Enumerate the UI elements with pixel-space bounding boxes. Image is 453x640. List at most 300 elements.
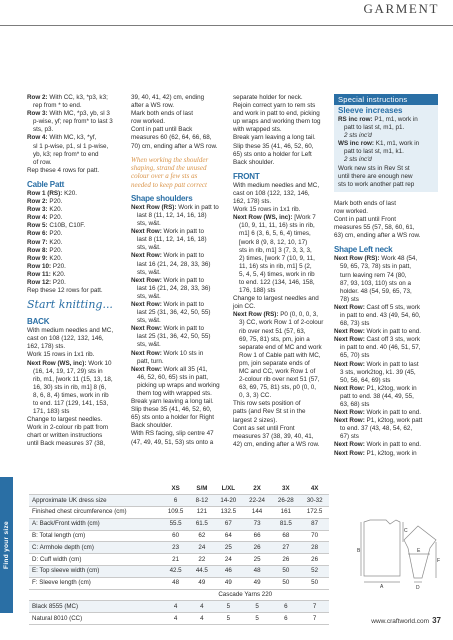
measurement-value: 6 <box>271 601 300 613</box>
special-instructions-title: Special instructions <box>334 94 438 105</box>
measurement-label: Black 8555 (MC) <box>29 601 161 613</box>
measurement-label: E: Top sleeve width (cm) <box>29 566 161 578</box>
instruction-line: [work 8 (9, 8, 12, 10, 17) <box>239 238 308 246</box>
instruction-line: to end. 117 (129, 141, 153, <box>33 400 109 407</box>
instruction-line: until there are enough new <box>338 172 413 180</box>
instruction-line: sts in rib, m1] 3 (7, 3, 3, 3, <box>239 246 312 254</box>
size-header-row <box>29 483 329 495</box>
instruction-line: row worked. <box>131 118 165 126</box>
instruction-line: Next Row: Work in patt to <box>131 300 205 308</box>
instruction-line: last 25 (31, 36, 42, 50, 55) <box>137 333 211 341</box>
instruction-line: measures 37 (38, 39, 40, 41, <box>233 432 314 440</box>
measurement-value: 144 <box>243 507 272 519</box>
instruction-line: picking up wraps and working <box>137 381 220 389</box>
instruction-line: Next Row: Cast off 5 sts, work <box>334 303 420 311</box>
instruction-line: separate holder for neck. <box>233 94 303 101</box>
measurement-value: 5 <box>243 613 272 625</box>
measurement-value: 55.5 <box>161 518 189 530</box>
instruction-line: last 25 (31, 36, 42, 50, 55) <box>137 309 211 317</box>
instruction-line: 11, 16) sts in rib, m1] 5 (2, <box>239 262 312 270</box>
sleeve-increases-heading: Sleeve increases <box>338 106 403 115</box>
instruction-line: Work 15 rows in 1x1 rib. <box>233 206 301 214</box>
instruction-line: Row 11: K20. <box>27 270 66 278</box>
row-prefix: Next Row: <box>334 360 365 368</box>
label-e: E <box>417 548 421 554</box>
instruction-line: 2 sts inc'd <box>344 132 372 140</box>
garment-schematic <box>357 518 441 598</box>
measurement-value: 22-24 <box>243 495 272 507</box>
measurement-value: 60 <box>161 530 189 542</box>
instruction-line: Row 12: P20. <box>27 278 66 286</box>
measurement-value: 68 <box>271 530 300 542</box>
measurement-value: 25 <box>214 542 243 554</box>
measurement-label: C: Armhole depth (cm) <box>29 542 161 554</box>
instruction-line: 5, 4, 5, 4) times, work in rib <box>239 270 315 278</box>
row-prefix: Next Row: <box>334 328 365 336</box>
instruction-line: Next Row (RS): Work in patt to <box>131 203 219 211</box>
instruction-line: Back shoulder. <box>233 158 275 166</box>
instruction-line: Row 5: C10B, C10F. <box>27 222 86 230</box>
size-table <box>29 483 329 625</box>
instruction-line: (10, 9, 11, 11, 16) sts in rib, <box>239 222 315 230</box>
instruction-line: Mark both ends of last <box>334 199 396 207</box>
row-prefix: Next Row: <box>131 300 162 308</box>
instruction-line: Next Row: Work in patt to end. <box>334 441 422 449</box>
instruction-line: Row 3: K20. <box>27 206 63 214</box>
measurement-value: 109.5 <box>161 507 189 519</box>
find-your-size-tab <box>0 477 13 613</box>
instruction-line: 78) sts <box>340 295 359 303</box>
instruction-line: Change to largest needles. <box>27 416 103 424</box>
tip-note-line: shaping, strand the unused <box>131 163 207 172</box>
instruction-line: of row. <box>33 158 52 166</box>
instruction-line: 50, 56, 64, 69) sts <box>340 376 391 384</box>
label-b: B <box>357 548 361 554</box>
size-row <box>29 530 329 542</box>
instruction-line: Next Row (RS): Work 48 (54, <box>334 255 418 263</box>
instruction-line: Row 4: With MC, k3, *yf, <box>27 134 97 142</box>
instruction-line: yb, k3; rep from* to end <box>33 150 99 158</box>
row-prefix: Row 9: <box>27 254 48 262</box>
instruction-line: Next Row: Work 10 sts in <box>131 349 204 357</box>
instruction-line: Row 9: K20. <box>27 254 63 262</box>
instruction-line: 42) cm, ending after a WS row. <box>233 440 320 448</box>
instruction-line: Cont as set until Front <box>233 424 295 432</box>
instruction-line: 67) sts <box>340 433 359 441</box>
instruction-line: 69, 75, 81) sts, pm, join a <box>239 335 310 343</box>
measurement-value: 21 <box>161 554 189 566</box>
row-prefix: Row 6: <box>27 230 48 238</box>
row-prefix: Next Row (WS, inc): <box>233 214 293 222</box>
instruction-line: to end. 37 (43, 48, 54, 62, <box>340 425 413 433</box>
size-row <box>29 518 329 530</box>
instruction-line: sts, w&t. <box>137 317 161 325</box>
measurement-value: 73 <box>243 518 272 530</box>
footer-url: www.craftworld.com <box>371 618 430 625</box>
row-prefix: Next Row: <box>334 336 365 344</box>
row-prefix: Row 2: <box>27 94 48 101</box>
instruction-line: join CC. <box>233 303 256 311</box>
instruction-line: sts, p3. <box>33 126 54 134</box>
instruction-line: rep from * to end. <box>33 102 82 110</box>
measurement-label: D: Cuff width (cm) <box>29 554 161 566</box>
measurement-value: 4 <box>161 601 189 613</box>
size-row <box>29 542 329 554</box>
instruction-line: them tog with wrapped sts. <box>137 390 212 397</box>
instruction-line: Row 3: With MC, *p3, yb, sl 3 <box>27 110 110 118</box>
instruction-line: With medium needles and MC, <box>233 181 320 189</box>
measurement-value: 22 <box>190 554 214 566</box>
row-prefix: Row 4: <box>27 214 48 222</box>
instruction-line: m1] 6 (3, 6, 5, 6, 4) times, <box>239 230 311 238</box>
instruction-line: Slip these 35 (41, 46, 52, 60, <box>131 406 212 414</box>
instruction-line: patt to end. 38 (44, 49, 55, <box>340 392 414 400</box>
instruction-line: Rep these 12 rows for patt. <box>27 287 103 295</box>
instruction-line: This row sets position of <box>233 400 301 408</box>
row-prefix: Next Row (RS): <box>334 255 380 263</box>
instruction-line: patts (and Rev St st in the <box>233 408 306 416</box>
yarn-heading-row <box>29 589 329 601</box>
measurement-value: 8-12 <box>190 495 214 507</box>
size-row <box>29 495 329 507</box>
section-heading: FRONT <box>233 171 260 181</box>
measurement-value: 50 <box>271 566 300 578</box>
yarn-row <box>29 601 329 613</box>
instruction-line: cast on 108 (122, 132, 146, <box>233 189 310 197</box>
measurement-value: 26 <box>300 554 329 566</box>
instruction-line: Next Row: Work all 35 (41, <box>131 365 208 373</box>
instruction-line: 16, 30) sts in rib, m1] 8 (6, <box>33 383 107 391</box>
instruction-line: last 8 (11, 12, 14, 16, 18) <box>137 236 207 244</box>
measurement-value: 61.5 <box>190 518 214 530</box>
row-prefix: Row 5: <box>27 222 48 230</box>
tip-note-line: When working the shoulder <box>131 155 209 164</box>
measurement-value: 52 <box>300 566 329 578</box>
row-prefix: Row 3: <box>27 110 48 118</box>
row-prefix: Next Row: <box>334 384 365 392</box>
measurement-value: 42.5 <box>161 566 189 578</box>
measurement-label: Natural 8010 (CC) <box>29 613 161 625</box>
yarn-row <box>29 613 329 625</box>
instruction-line: sl 1 p-wise, p1, sl 1 p-wise, <box>33 142 109 150</box>
instruction-line: Next Row: Cast off 3 sts, work <box>334 336 420 344</box>
size-header: 3X <box>271 483 300 495</box>
instruction-line: With medium needles and MC, <box>27 327 114 335</box>
instruction-line: 65) sts onto a holder for Right <box>131 414 214 422</box>
instruction-line: to end. 122 (134, 146, 158, <box>239 278 315 286</box>
instruction-line: Row 1 of Cable patt with MC, <box>239 351 321 359</box>
instruction-line: 3) CC, work Row 1 of 2-colour <box>239 319 324 327</box>
instruction-line: separate end of MC and work <box>239 343 322 351</box>
measurement-value: 46 <box>214 566 243 578</box>
row-prefix: Row 10: <box>27 262 52 270</box>
instruction-line: Next Row: Work in patt to <box>131 325 205 333</box>
measurement-value: 6 <box>161 495 189 507</box>
page-number: 37 <box>432 616 441 625</box>
instruction-line: Next Row: P1, k2tog, work in <box>334 449 417 457</box>
measurement-label: F: Sleeve length (cm) <box>29 577 161 589</box>
instruction-line: 63) cm, ending after a WS row. <box>334 232 421 240</box>
special-instructions-box <box>334 94 438 192</box>
measurement-value: 87 <box>300 518 329 530</box>
instruction-line: Next Row: Work in patt to <box>131 252 205 260</box>
section-title: GARMENT <box>363 1 439 16</box>
size-header: XS <box>161 483 189 495</box>
row-prefix: RS inc row: <box>338 116 373 123</box>
instruction-line: patt to last st, m1, k1. <box>344 148 404 156</box>
size-header: 4X <box>300 483 329 495</box>
instruction-line: largest 2 sizes). <box>233 416 278 424</box>
measurement-value: 50 <box>300 577 329 589</box>
label-a: A <box>380 584 384 590</box>
size-header: 2X <box>243 483 272 495</box>
measurement-label: Approximate UK dress size <box>29 495 161 507</box>
instruction-line: (47, 49, 49, 51, 53) sts onto a <box>131 438 214 446</box>
measurement-value: 24 <box>190 542 214 554</box>
instruction-line: Work 15 rows in 1x1 rib. <box>27 351 95 359</box>
row-prefix: Next Row: <box>131 276 162 284</box>
instruction-line: Back shoulder. <box>131 422 173 430</box>
section-heading: Cable Patt <box>27 179 65 189</box>
measurement-value: 7 <box>300 601 329 613</box>
instruction-line: Change to largest needles and <box>233 295 319 303</box>
size-row <box>29 554 329 566</box>
instruction-line: rib over next 51 (57, 63, <box>239 327 306 335</box>
instruction-line: (16, 14, 19, 17, 29) sts in <box>33 367 103 375</box>
column-2 <box>131 94 223 447</box>
instruction-line: Row 2: With CC, k3, *p3, k3; <box>27 94 108 101</box>
instruction-line: 65, 70) sts <box>340 352 370 360</box>
body-outline <box>364 520 400 576</box>
instruction-line: Cont in patt until Back <box>131 126 193 134</box>
instruction-line: Row 8: P20. <box>27 246 63 254</box>
instruction-line: Next Row: P1, k2tog, work in <box>334 384 417 392</box>
row-prefix: Next Row (RS): <box>233 311 279 319</box>
row-prefix: Row 11: <box>27 270 51 278</box>
section-heading: Shape Left neck <box>334 245 393 255</box>
instruction-line: until Back measures 37 (38, <box>27 440 106 448</box>
instruction-line: Next Row: Work in patt to end. <box>334 409 422 417</box>
instruction-line: row worked. <box>334 207 368 215</box>
instruction-line: 46, 52, 60, 65) sts in patt, <box>137 373 209 381</box>
instruction-line: and work in patt to end, picking <box>233 110 320 118</box>
instruction-line: Row 1 (RS): K20. <box>27 189 78 197</box>
size-header-blank <box>29 483 161 495</box>
measurement-value: 4 <box>190 613 214 625</box>
measurement-value: 48 <box>243 566 272 578</box>
measurement-value: 5 <box>214 613 243 625</box>
yarn-heading-blank <box>29 589 161 601</box>
instruction-line: 63, 68) sts <box>340 401 370 408</box>
instruction-line: sts to work another patt rep <box>338 180 415 188</box>
instruction-line: turn leaving rem 74 (80, <box>340 271 407 279</box>
size-row <box>29 507 329 519</box>
instruction-line: MC and CC, work Row 1 of <box>239 368 316 375</box>
instruction-line: Next Row (WS, inc): Work 10 <box>27 359 112 367</box>
row-prefix: Next Row: <box>131 349 162 357</box>
measurement-value: 48 <box>161 577 189 589</box>
size-row <box>29 566 329 578</box>
measurement-value: 161 <box>271 507 300 519</box>
tip-note-line: needed to keep patt correct <box>131 180 207 189</box>
row-prefix: Next Row: <box>334 449 365 457</box>
row-prefix: Row 3: <box>27 206 48 214</box>
row-prefix: Row 7: <box>27 238 48 246</box>
measurement-value: 70 <box>300 530 329 542</box>
instruction-line: sts, w&t. <box>137 268 161 276</box>
instruction-line: Work new sts in Rev St st <box>338 164 410 172</box>
size-row <box>29 577 329 589</box>
row-prefix: Next Row: <box>334 303 365 311</box>
measurement-value: 26 <box>271 554 300 566</box>
measurement-value: 121 <box>190 507 214 519</box>
row-prefix: Next Row: <box>131 365 162 373</box>
column-4-body <box>334 200 438 458</box>
tip-note-line: colour over a few sts as <box>131 172 198 181</box>
row-prefix: Next Row: <box>131 252 162 260</box>
row-prefix: Row 4: <box>27 134 48 142</box>
instruction-line: sts, w&t. <box>137 292 161 300</box>
instruction-line: Row 6: P20. <box>27 230 63 238</box>
instruction-line: last 16 (21, 24, 28, 33, 36) <box>137 260 211 268</box>
instruction-line: 65) sts onto a holder for Left <box>233 150 312 158</box>
measurement-value: 27 <box>271 542 300 554</box>
instruction-line: in patt to end. 40 (46, 51, 57, <box>340 344 421 352</box>
instruction-line: after a WS row. <box>131 102 175 110</box>
measurement-value: 5 <box>214 601 243 613</box>
instruction-line: 70) cm, ending after a WS row. <box>131 142 218 150</box>
instruction-line: 2-colour rib over next 51 (57, <box>239 376 320 384</box>
instruction-line: Rejoin correct yarn to rem sts <box>233 102 316 110</box>
instruction-line: Mark both ends of last <box>131 110 193 118</box>
row-prefix: Row 1 (RS): <box>27 189 63 197</box>
page-footer <box>371 617 441 626</box>
row-prefix: Next Row: <box>131 325 162 333</box>
instruction-line: 2) times, [work 7 (10, 9, 11, <box>239 254 315 262</box>
instruction-line: 0, 3, 3) CC. <box>239 392 272 400</box>
instruction-line: in patt to end. 43 (49, 54, 60, <box>340 311 421 319</box>
instruction-line: 162, 178) sts. <box>27 343 66 351</box>
size-header: S/M <box>190 483 214 495</box>
instruction-line: Next Row: P1, k2tog, work patt <box>334 417 423 425</box>
instruction-line: 63, 69, 75, 81) sts, p0 (0, 0, <box>239 384 317 392</box>
measurement-label: Finished chest circumference (cm) <box>29 507 161 519</box>
label-f: F <box>437 558 441 564</box>
instruction-line: p-wise, yf; rep from* to last 3 <box>33 118 113 126</box>
measurement-value: 64 <box>214 530 243 542</box>
measurement-value: 4 <box>190 601 214 613</box>
yarn-brand: Cascade Yarns 220 <box>161 589 329 601</box>
instruction-line: Row 10: P20. <box>27 262 66 270</box>
instruction-line: 176, 188) sts <box>239 287 276 295</box>
instruction-line: sts, w&t. <box>137 341 161 349</box>
measurement-value: 44.5 <box>190 566 214 578</box>
measurement-value: 49 <box>243 577 272 589</box>
measurement-value: 25 <box>243 554 272 566</box>
row-prefix: Next Row: <box>334 417 365 425</box>
special-instructions-body <box>334 116 438 189</box>
instruction-line: RS inc row: P1, m1, work in <box>338 116 418 123</box>
measurement-value: 5 <box>243 601 272 613</box>
instruction-line: 8, 6, 8, 4) times, work in rib <box>33 391 109 399</box>
instruction-line: last 16 (21, 24, 28, 33, 36) <box>137 284 211 292</box>
instruction-line: Next Row (WS, inc): [Work 7 <box>233 214 316 222</box>
instruction-line: 162, 178) sts. <box>233 198 272 206</box>
measurement-value: 30-32 <box>300 495 329 507</box>
measurement-value: 26 <box>243 542 272 554</box>
measurement-value: 67 <box>214 518 243 530</box>
instruction-line: Next Row: Work in patt to end. <box>334 328 422 336</box>
measurement-value: 81.5 <box>271 518 300 530</box>
column-4 <box>334 94 438 458</box>
instruction-line: with wrapped sts. <box>233 126 282 134</box>
row-prefix: Next Row: <box>334 409 365 417</box>
row-prefix: Row 2: <box>27 198 48 206</box>
instruction-line: rib, m1, [work 11 (15, 13, 18, <box>33 375 113 383</box>
instruction-line: 68, 73) sts <box>340 320 370 328</box>
instruction-line: Next Row: Work in patt to <box>131 276 205 284</box>
row-prefix: Next Row (RS): <box>131 203 177 211</box>
find-your-size-label: Find your size <box>2 521 10 569</box>
size-table-body <box>29 495 329 625</box>
row-prefix: Row 8: <box>27 246 48 254</box>
label-d: D <box>416 585 420 591</box>
measurement-value: 24 <box>214 554 243 566</box>
instruction-line: Break yarn leaving a long tail. <box>131 398 214 406</box>
instruction-line: Next Row: Work in patt to <box>131 228 205 236</box>
measurement-value: 4 <box>161 613 189 625</box>
instruction-line: measures 60 (62, 64, 66, 68, <box>131 134 212 142</box>
instruction-line: 2 sts inc'd <box>344 156 372 164</box>
section-heading: BACK <box>27 317 50 327</box>
instruction-line: WS inc row: K1, m1, work in <box>338 140 420 148</box>
measurement-value: 14-20 <box>214 495 243 507</box>
instruction-line: measures 55 (57, 58, 60, 61, <box>334 224 415 232</box>
instruction-line: chart or written instructions <box>27 432 103 440</box>
row-prefix: Next Row (WS, inc): <box>27 359 87 367</box>
measurement-value: 7 <box>300 613 329 625</box>
measurement-value: 26-28 <box>271 495 300 507</box>
instruction-line: cast on 108 (122, 132, 146, <box>27 335 104 343</box>
instruction-line: Work in 2-colour rib patt from <box>27 424 109 432</box>
measurement-value: 49 <box>214 577 243 589</box>
row-prefix: Next Row: <box>334 441 365 449</box>
measurement-label: A: Back/Front width (cm) <box>29 518 161 530</box>
instruction-line: 39, 40, 41, 42) cm, ending <box>131 94 205 101</box>
instruction-line: up wraps and working them tog <box>233 118 321 126</box>
header-divider <box>0 25 453 26</box>
instruction-line: 87, 93, 103, 110) sts on a <box>340 279 411 287</box>
instruction-line: pm, join separate ends of <box>239 359 310 367</box>
column-3 <box>233 94 332 449</box>
column-1 <box>27 94 129 449</box>
instruction-line: With RS facing, slip centre 47 <box>131 430 214 438</box>
instruction-line: Next Row: Work in patt to last <box>334 360 419 368</box>
instruction-line: patt, turn. <box>137 357 164 365</box>
measurement-value: 66 <box>243 530 272 542</box>
instruction-line: holder. 48 (54, 59, 65, 73, <box>340 287 412 295</box>
instruction-line: Slip these 35 (41, 46, 52, 60, <box>233 142 314 150</box>
instruction-line: sts, w&t. <box>137 220 161 228</box>
measurement-value: 132.5 <box>214 507 243 519</box>
size-header: L/XL <box>214 483 243 495</box>
instruction-line: 3 sts, work2tog, k1. 39 (45, <box>340 368 416 376</box>
measurement-value: 23 <box>161 542 189 554</box>
measurement-label: B: Total length (cm) <box>29 530 161 542</box>
instruction-line: Cont in patt until Front <box>334 216 396 224</box>
row-prefix: Row 12: <box>27 278 52 286</box>
instruction-line: patt to last st, m1, p1. <box>344 124 405 132</box>
